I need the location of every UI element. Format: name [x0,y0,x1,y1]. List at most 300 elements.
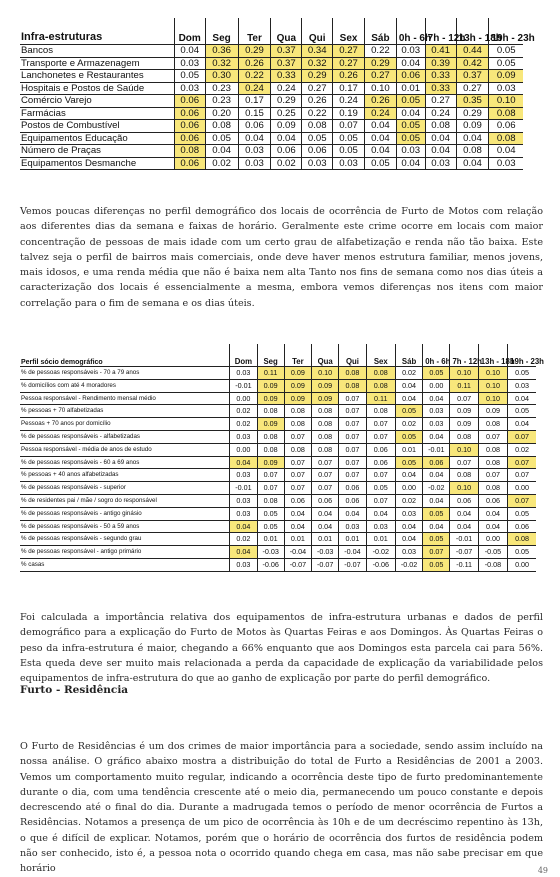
infra-table-value-cell: 0.34 [302,45,333,58]
demo-table-value-cell: 0.04 [478,520,507,533]
demo-table-value-cell: 0.08 [366,405,395,418]
infra-table-row [20,95,523,108]
infra-table-value-cell: 0.05 [333,145,365,158]
demo-table-row-label: % de pessoas responsável - antigo primário [20,546,230,559]
infra-table-value-cell: 0.26 [302,95,333,108]
demo-table-value-cell: 0.00 [230,443,257,456]
demo-table-value-cell: 0.04 [339,507,366,520]
demo-table-value-cell: 0.09 [257,392,284,405]
demo-table-value-cell: 0.11 [366,392,395,405]
infra-table-value-cell: 0.05 [205,132,238,145]
demo-table-value-cell: 0.05 [395,456,422,469]
infra-table-value-cell: 0.04 [271,132,302,145]
infra-table-value-cell: 0.29 [302,70,333,83]
demo-table-value-cell: 0.03 [230,367,257,380]
infra-table-header-cell: Qui [302,18,333,45]
infra-table-value-cell: 0.32 [205,57,238,70]
demo-table-header-cell: 7h - 12h [450,344,478,367]
demo-table-value-cell: 0.11 [257,367,284,380]
paragraph-furto-residencia: O Furto de Residências é um dos crimes de maior importância para a sociedade, sendo assim incluído na nossa análise. O gráfico abaixo mostra a distribuição do total de Furto a Residências de 2001 a 2003. Vemos um comportamento muito regular, indicando a ocorrência deste tipo de furto predominantemente durante o dia, com uma tendência crescente até o meio dia, permanecendo um pouco constante e depois decrescendo até o final do dia. Durante a madrugada temos o período de menor ocorrência de Furtos a Residências. Notamos a presença de um pico de ocorrência às 10h e de um decréscimo repentino às 13h, o que é difícil de explicar. Notamos, porém que o horário de ocorrência dos furtos de residência podem não ser conhecido, isto é, a pessoa nota o ocorrido quando chega em casa, mas não sabe precisar em que horário [20,741,543,875]
infra-table-value-cell: 0.44 [456,45,489,58]
demo-table-value-cell: 0.03 [423,418,450,431]
demo-table-value-cell: 0.03 [230,469,257,482]
infra-table-value-cell: 0.32 [302,57,333,70]
infra-table-value-cell: 0.09 [271,120,302,133]
demo-table-value-cell: 0.09 [284,367,311,380]
demo-table-value-cell: 0.04 [508,418,536,431]
demo-table-value-cell: 0.08 [312,443,339,456]
infra-table-value-cell: 0.05 [333,132,365,145]
paragraph-demographic-profile: Vemos poucas diferenças no perfil demográfico dos locais de ocorrência de Furto de Motos com relação aos diferentes dias da semana e faixas de horário. Geralmente este crime ocorre em locais com maior concentração de pessoas de mais idade com um certo grau de alfabetização e renda não tão baixa. Este talvez seja o perfil de bairros mais comerciais, onde deve haver menos estrutura familiar, menos jovens, mais idosos, e uma renda média que não é baixa nem alta Tanto nos fins de semana como nos dias úteis a caracterização dos locais é essencialmente a mesma, embora vemos diferenças nos itens com maior correlação para o fim de semana e os dias úteis. [20,206,543,309]
demo-table-value-cell: 0.10 [478,367,507,380]
demo-table-value-cell: 0.09 [257,379,284,392]
demo-table-value-cell: 0.07 [284,469,311,482]
demo-table-value-cell: -0.01 [230,482,257,495]
infra-table-value-cell: 0.04 [396,157,425,170]
demo-table-row [20,558,536,571]
demo-table-value-cell: 0.07 [366,418,395,431]
demo-table-value-cell: 0.05 [366,482,395,495]
demo-table-value-cell: 0.01 [395,443,422,456]
infra-table-row-label: Farmácias [20,107,174,120]
infra-table-value-cell: 0.05 [396,120,425,133]
infra-table-value-cell: 0.24 [425,107,456,120]
infra-table-value-cell: 0.03 [174,57,205,70]
infra-table-header-cell: Sáb [365,18,397,45]
demo-table-value-cell: 0.05 [257,507,284,520]
demo-table-row [20,367,536,380]
demo-table-value-cell: 0.09 [257,456,284,469]
infra-table-header-row [20,18,523,45]
infra-table-value-cell: 0.06 [489,120,523,133]
infra-table-value-cell: 0.37 [271,57,302,70]
demo-table-value-cell: 0.03 [395,546,422,559]
demo-table-value-cell: 0.07 [478,430,507,443]
demo-table-value-cell: 0.04 [450,520,478,533]
demo-table-value-cell: 0.07 [284,456,311,469]
infra-table-value-cell: 0.23 [205,95,238,108]
demo-table-value-cell: 0.07 [312,469,339,482]
demo-table-value-cell: 0.08 [339,367,366,380]
demo-table-header-cell: Qui [339,344,366,367]
infra-table-value-cell: 0.04 [456,157,489,170]
infra-table-value-cell: 0.05 [489,45,523,58]
infra-table-value-cell: 0.15 [238,107,271,120]
infra-table-value-cell: 0.06 [174,132,205,145]
demo-table-header-cell: Perfil sócio demográfico [20,344,230,367]
demo-table-value-cell: 0.06 [423,456,450,469]
demo-table-value-cell: -0.01 [423,443,450,456]
infra-table-value-cell: 0.08 [489,132,523,145]
demo-table-value-cell: 0.04 [366,507,395,520]
demo-table-header-cell: 19h - 23h [508,344,536,367]
demo-table-value-cell: 0.05 [257,520,284,533]
infra-table-value-cell: 0.23 [205,82,238,95]
infra-table-value-cell: 0.33 [425,70,456,83]
infra-table-row-label: Hospitais e Postos de Saúde [20,82,174,95]
infra-table-value-cell: 0.04 [365,145,397,158]
infra-table-value-cell: 0.05 [302,132,333,145]
infra-table-header-cell: 7h - 12h [425,18,456,45]
infra-table-header-cell: 0h - 6h [396,18,425,45]
infra-table-value-cell: 0.06 [174,157,205,170]
demo-table-value-cell: -0.02 [366,546,395,559]
infra-table-value-cell: 0.08 [456,145,489,158]
demo-table-value-cell: 0.09 [312,392,339,405]
infra-table-value-cell: 0.04 [456,132,489,145]
infra-table-value-cell: 0.05 [396,95,425,108]
demo-table-row [20,507,536,520]
demo-table-row-label: % de pessoas responsáveis - 60 a 69 anos [20,456,230,469]
demo-table-value-cell: 0.07 [339,392,366,405]
infra-table-value-cell: 0.25 [271,107,302,120]
infra-table-row [20,45,523,58]
infra-table-value-cell: 0.04 [425,145,456,158]
demo-table-value-cell: 0.05 [508,546,536,559]
demo-table-row-label: % de pessoas responsáveis - 50 a 59 anos [20,520,230,533]
demo-table-value-cell: 0.08 [478,482,507,495]
demo-table-value-cell: 0.02 [395,494,422,507]
infra-table-value-cell: 0.05 [174,70,205,83]
demo-table-value-cell: 0.04 [423,520,450,533]
demo-table-value-cell: 0.08 [339,379,366,392]
infrastructure-correlation-table [20,18,535,170]
infra-table-value-cell: 0.03 [174,82,205,95]
demo-table-value-cell: 0.07 [312,482,339,495]
infra-table-value-cell: 0.05 [489,57,523,70]
demo-table-value-cell: 0.04 [312,520,339,533]
infra-table-row [20,70,523,83]
demo-table-value-cell: 0.07 [312,456,339,469]
infra-table-value-cell: 0.08 [205,120,238,133]
infra-table-value-cell: 0.06 [174,95,205,108]
demo-table-value-cell: 0.08 [284,418,311,431]
demo-table-value-cell: 0.07 [508,469,536,482]
demo-table-value-cell: 0.07 [339,405,366,418]
demo-table-value-cell: 0.04 [478,507,507,520]
demo-table-value-cell: 0.07 [339,469,366,482]
infra-table-value-cell: 0.42 [456,57,489,70]
infra-table-value-cell: 0.03 [333,157,365,170]
infra-table-value-cell: 0.06 [238,120,271,133]
demo-table-value-cell: 0.09 [284,392,311,405]
demo-table-value-cell: 0.05 [423,367,450,380]
infra-table-header-cell: Infra-estruturas [20,18,174,45]
infra-table-row [20,82,523,95]
demo-table-value-cell: 0.04 [395,392,422,405]
infra-table-value-cell: 0.04 [205,145,238,158]
infra-table-row-label: Número de Praças [20,145,174,158]
demo-table-value-cell: -0.07 [284,558,311,571]
infra-table-value-cell: 0.04 [396,57,425,70]
demo-table-value-cell: 0.04 [230,456,257,469]
demo-table-row [20,469,536,482]
demo-table-header-cell: 0h - 6h [423,344,450,367]
infra-table-value-cell: 0.05 [365,157,397,170]
demo-table-row-label: % casas [20,558,230,571]
demo-table-value-cell: -0.04 [339,546,366,559]
infra-table-value-cell: 0.27 [425,95,456,108]
infra-table-value-cell: 0.04 [365,132,397,145]
demo-table-value-cell: 0.08 [312,430,339,443]
infra-table-value-cell: 0.05 [396,132,425,145]
infra-table-header-cell: Ter [238,18,271,45]
infra-table-value-cell: 0.03 [302,157,333,170]
demo-table-value-cell: 0.08 [257,430,284,443]
infra-table-value-cell: 0.06 [302,145,333,158]
demo-table-value-cell: 0.07 [257,469,284,482]
demo-table-value-cell: 0.08 [284,405,311,418]
infra-table-value-cell: 0.27 [456,82,489,95]
demo-table-value-cell: 0.03 [230,507,257,520]
demo-table-value-cell: 0.09 [284,379,311,392]
demo-table-row-label: % domicílios com até 4 moradores [20,379,230,392]
infra-table-value-cell: 0.17 [333,82,365,95]
demo-table-value-cell: -0.05 [478,546,507,559]
infra-table-value-cell: 0.04 [425,132,456,145]
demo-table-value-cell: 0.01 [284,533,311,546]
demo-table-value-cell: 0.05 [423,558,450,571]
infra-table-value-cell: 0.27 [302,82,333,95]
section-heading-furto-residencia: Furto - Residência [20,684,129,696]
demo-table-value-cell: 0.05 [395,430,422,443]
demo-table-row [20,533,536,546]
demo-table-value-cell: 0.07 [450,456,478,469]
infra-table-value-cell: 0.03 [396,45,425,58]
demo-table-header-cell: Seg [257,344,284,367]
infra-table-row [20,120,523,133]
demo-table-value-cell: 0.08 [257,405,284,418]
demo-table-value-cell: 0.05 [395,405,422,418]
demo-table-value-cell: 0.04 [284,520,311,533]
demo-table-value-cell: 0.05 [423,533,450,546]
infra-table-value-cell: 0.08 [302,120,333,133]
demo-table-value-cell: 0.07 [423,546,450,559]
demo-table-value-cell: 0.06 [508,520,536,533]
demo-table-value-cell: 0.04 [423,469,450,482]
demo-table-value-cell: 0.07 [257,482,284,495]
demo-table-value-cell: 0.00 [478,533,507,546]
infra-table-value-cell: 0.29 [271,95,302,108]
infra-table-value-cell: 0.19 [333,107,365,120]
demo-table-value-cell: 0.08 [312,418,339,431]
demo-table-value-cell: 0.04 [395,533,422,546]
demo-table-row-label: % de pessoas responsáveis - antigo ginásio [20,507,230,520]
demo-table-value-cell: 0.02 [508,443,536,456]
demo-table-value-cell: 0.00 [508,482,536,495]
demo-table-value-cell: 0.04 [450,507,478,520]
demo-table-value-cell: 0.08 [257,494,284,507]
infra-table-value-cell: 0.33 [425,82,456,95]
demo-table-value-cell: 0.07 [339,418,366,431]
demo-table-row-label: % de residentes pai / mãe / sogro do responsável [20,494,230,507]
demo-table-value-cell: 0.05 [508,405,536,418]
demo-table-value-cell: 0.07 [508,494,536,507]
demo-table-value-cell: 0.10 [312,367,339,380]
demo-table-value-cell: 0.07 [508,456,536,469]
infra-table-row-label: Transporte e Armazenagem [20,57,174,70]
infra-table-row [20,145,523,158]
infra-table-row-label: Bancos [20,45,174,58]
demo-table-value-cell: -0.07 [339,558,366,571]
demo-table-value-cell: 0.00 [230,392,257,405]
demo-table-value-cell: 0.07 [366,469,395,482]
demo-table-value-cell: 0.03 [395,507,422,520]
demo-table-row-label: % pessoas + 40 anos alfabetizadas [20,469,230,482]
infra-table-row-label: Postos de Combustível [20,120,174,133]
demo-table-value-cell: 0.06 [478,494,507,507]
infra-table-value-cell: 0.10 [365,82,397,95]
infra-table-value-cell: 0.08 [489,107,523,120]
demo-table-value-cell: 0.02 [230,418,257,431]
demo-table-value-cell: 0.01 [339,533,366,546]
demo-table-row-label: Pessoas + 70 anos por domicílio [20,418,230,431]
demo-table-value-cell: 0.01 [257,533,284,546]
demo-table-value-cell: 0.09 [450,418,478,431]
infra-table-value-cell: 0.39 [425,57,456,70]
demo-table-value-cell: -0.08 [478,558,507,571]
infra-table-value-cell: 0.36 [205,45,238,58]
demo-table-row-label: % de pessoas responsáveis - alfabetizadas [20,430,230,443]
demo-table-value-cell: 0.01 [366,533,395,546]
demo-table-value-cell: -0.07 [312,558,339,571]
demo-table-value-cell: 0.04 [423,430,450,443]
demo-table-value-cell: 0.03 [230,494,257,507]
infra-table-value-cell: 0.02 [205,157,238,170]
infra-table-value-cell: 0.22 [302,107,333,120]
demo-table-header-cell: Sex [366,344,395,367]
infra-table-value-cell: 0.35 [456,95,489,108]
infra-table-value-cell: 0.27 [333,45,365,58]
demo-table-value-cell: 0.03 [366,520,395,533]
demo-table-value-cell: 0.03 [230,558,257,571]
infra-table-value-cell: 0.01 [396,82,425,95]
demo-table-value-cell: 0.04 [284,507,311,520]
infra-table-value-cell: 0.06 [174,107,205,120]
demo-table-value-cell: 0.06 [339,482,366,495]
demo-table-row-label: % de pessoas responsáveis - superior [20,482,230,495]
demo-table-value-cell: 0.07 [339,443,366,456]
infra-table-value-cell: 0.04 [489,145,523,158]
infra-table-value-cell: 0.03 [238,157,271,170]
infra-table-header-cell: Sex [333,18,365,45]
demo-table-row [20,520,536,533]
infra-table-value-cell: 0.26 [365,95,397,108]
infra-table-value-cell: 0.03 [425,157,456,170]
infra-table-header-cell: Qua [271,18,302,45]
demo-table-value-cell: 0.03 [423,405,450,418]
demo-table-value-cell: 0.04 [508,392,536,405]
demo-table-value-cell: 0.04 [395,520,422,533]
infra-table-value-cell: 0.04 [396,107,425,120]
demo-table-value-cell: 0.02 [230,533,257,546]
infra-table-value-cell: 0.17 [238,95,271,108]
demo-table-header-cell: Sáb [395,344,422,367]
demo-table-value-cell: 0.03 [230,430,257,443]
demo-table-value-cell: 0.08 [450,430,478,443]
infra-table-value-cell: 0.30 [205,70,238,83]
paragraph-relative-importance: Foi calculada a importância relativa dos equipamentos de infra-estrutura urbanas e dados de perfil demográfico para a explicação do Furto de Motos às Quartas Feiras e aos Domingos. Às Quartas Feiras o peso da infra-estrutura é maior, chegando a 66% enquanto que aos Domingos esta parcela cai para 56%. Esta queda deve ser muito mais relacionada a perda da capacidade de explicação da variabilidade pelos equipamentos de infra-estrutura do que ao ganho de explicação por parte do perfil demográfico. [20,612,543,685]
demo-table-row-label: % de pessoas responsáveis - segundo grau [20,533,230,546]
demo-table-row [20,456,536,469]
demo-table-row [20,430,536,443]
demo-table-value-cell: -0.02 [423,482,450,495]
infra-table-value-cell: 0.24 [333,95,365,108]
infra-table-value-cell: 0.24 [238,82,271,95]
page-number: 49 [537,866,548,875]
demo-table-header-row [20,344,536,367]
demo-table-value-cell: 0.04 [230,520,257,533]
infra-table-value-cell: 0.06 [271,145,302,158]
demo-table-value-cell: 0.01 [312,533,339,546]
demo-table-value-cell: 0.07 [478,469,507,482]
demo-table-value-cell: 0.08 [508,533,536,546]
demo-table-value-cell: 0.07 [339,456,366,469]
infra-table-value-cell: 0.27 [333,57,365,70]
demo-table-value-cell: 0.11 [450,379,478,392]
demo-table-value-cell: 0.04 [230,546,257,559]
infra-table-header-cell: Seg [205,18,238,45]
demo-table-value-cell: 0.09 [450,405,478,418]
infra-table-value-cell: 0.24 [271,82,302,95]
infra-table-value-cell: 0.29 [456,107,489,120]
infra-table-value-cell: 0.29 [238,45,271,58]
infra-table-value-cell: 0.08 [174,145,205,158]
infra-table-value-cell: 0.09 [489,70,523,83]
demo-table-value-cell: 0.07 [339,430,366,443]
demo-table-value-cell: 0.02 [230,405,257,418]
infra-table-value-cell: 0.02 [271,157,302,170]
demo-table-header-cell: Qua [312,344,339,367]
demo-table-value-cell: -0.06 [257,558,284,571]
demo-table-value-cell: 0.03 [339,520,366,533]
demo-table-value-cell: 0.07 [366,494,395,507]
infra-table-value-cell: 0.07 [333,120,365,133]
demo-table-value-cell: 0.10 [450,443,478,456]
demo-table-value-cell: 0.02 [395,367,422,380]
demo-table-header-cell: Ter [284,344,311,367]
infra-table-row [20,107,523,120]
infra-table-value-cell: 0.29 [365,57,397,70]
demo-table-value-cell: 0.07 [450,392,478,405]
infra-table-value-cell: 0.04 [238,132,271,145]
demo-table-value-cell: 0.00 [423,379,450,392]
demo-table-value-cell: 0.08 [478,443,507,456]
demo-table-row [20,392,536,405]
infra-table-value-cell: 0.33 [271,70,302,83]
demo-table-value-cell: 0.07 [508,430,536,443]
demo-table-value-cell: 0.07 [366,430,395,443]
infra-table-row [20,157,523,170]
infra-table-header-cell: 13h - 18h [456,18,489,45]
demo-table-row [20,494,536,507]
demo-table-value-cell: 0.05 [423,507,450,520]
infra-table-row [20,57,523,70]
infra-table-header-cell: 19h - 23h [489,18,523,45]
infra-table-value-cell: 0.06 [396,70,425,83]
infra-table-value-cell: 0.10 [489,95,523,108]
demo-table-value-cell: 0.06 [366,456,395,469]
demo-table-value-cell: 0.08 [478,456,507,469]
demo-table-value-cell: 0.05 [508,507,536,520]
demo-table-value-cell: 0.07 [284,430,311,443]
demo-table-value-cell: 0.06 [284,494,311,507]
demo-table-value-cell: 0.04 [395,379,422,392]
infra-table-value-cell: 0.26 [333,70,365,83]
infra-table-value-cell: 0.03 [238,145,271,158]
infra-table-value-cell: 0.24 [365,107,397,120]
demo-table-row [20,443,536,456]
